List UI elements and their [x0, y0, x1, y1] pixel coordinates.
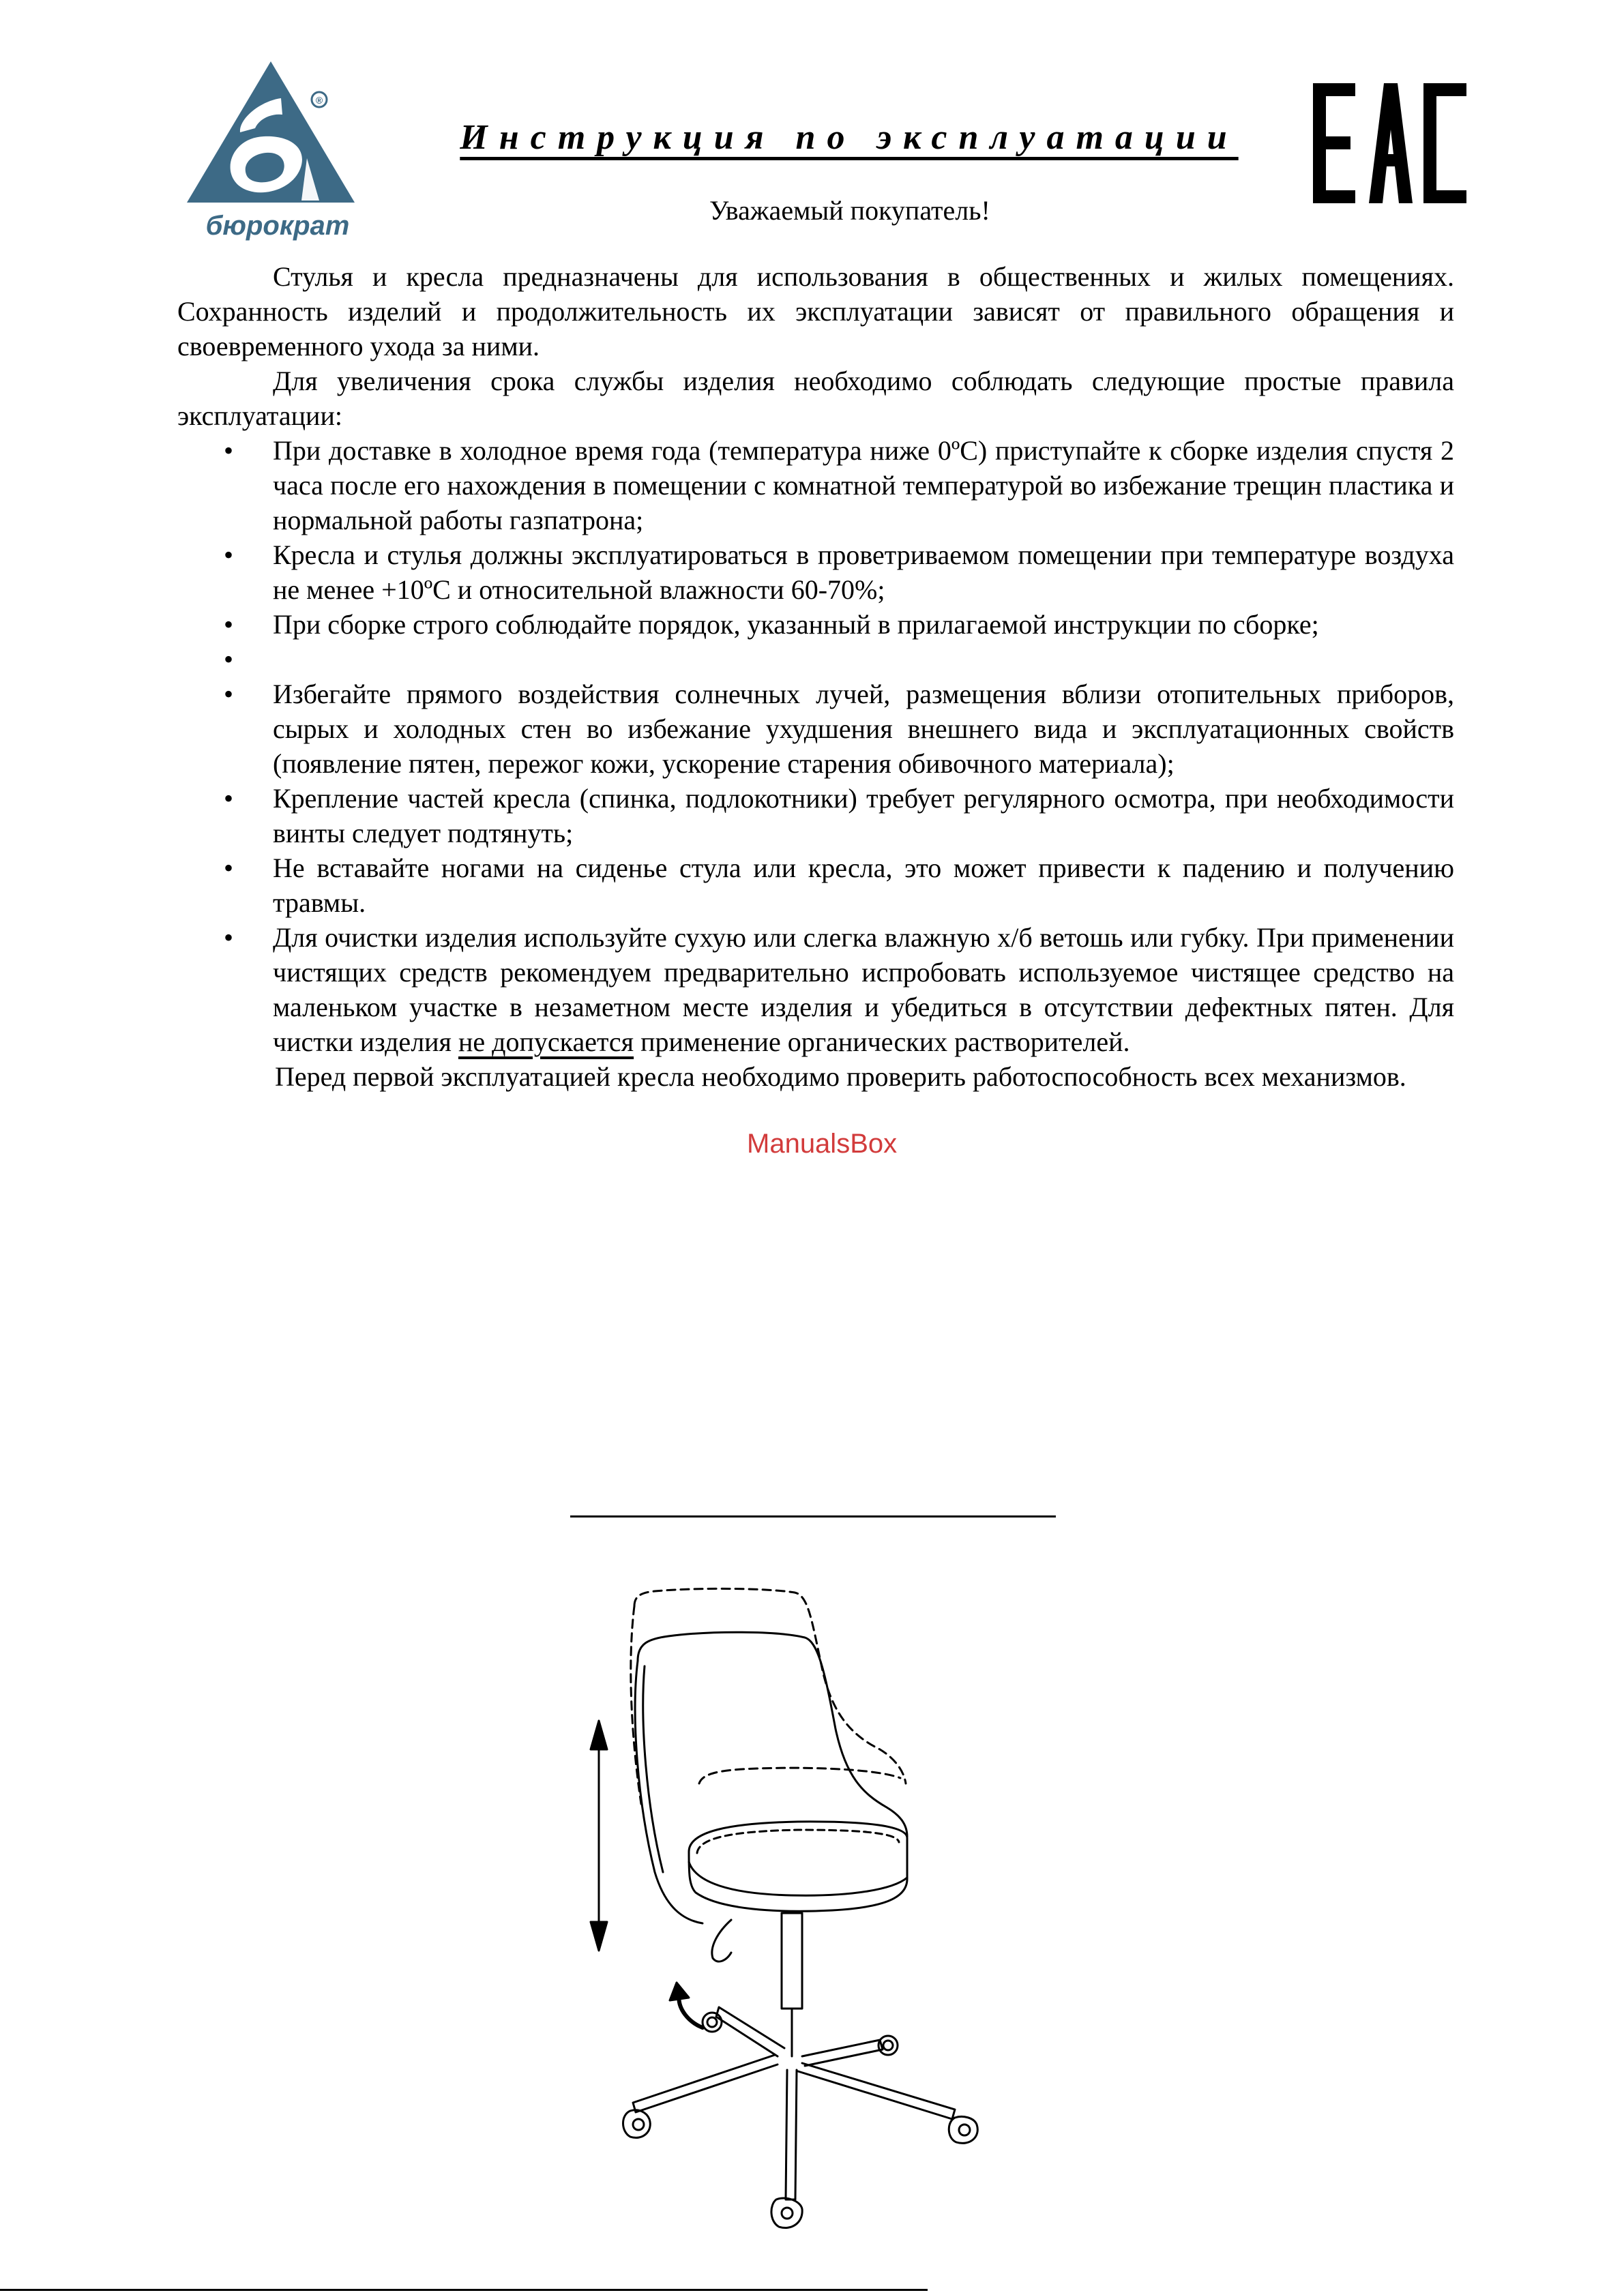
- bullet: •: [224, 539, 234, 570]
- rule-text: Не вставайте ногами на сиденье стула или кресла, это может привести к падению и получению травмы.: [273, 853, 1454, 918]
- list-item: [177, 781, 1454, 850]
- watermark: ManualsBox: [747, 1129, 898, 1159]
- rule-text: применение органических растворителей.: [634, 1026, 1130, 1057]
- final-note: Перед первой эксплуатацией кресла необходимо проверить работоспособность всех механизмов.: [275, 1061, 1406, 1092]
- bullet: •: [224, 853, 234, 883]
- intro-paragraph: Стулья и кресла предназначены для использования в общественных и жилых помещениях. Сохранность изделий и продолжительность их эксплуатации зависят от правильного обращения и своевременного ухода за ними.: [177, 261, 1454, 361]
- list-item: [177, 537, 1454, 607]
- eac-certification-mark: [1313, 83, 1466, 203]
- chair-height-adjustment-illustration: [573, 1579, 1037, 2247]
- bullet: •: [224, 609, 234, 640]
- greeting: Уважаемый покупатель!: [709, 195, 990, 226]
- list-item: [177, 607, 1454, 642]
- list-item: [177, 433, 1454, 537]
- intro-paragraph: Для увеличения срока службы изделия необходимо соблюдать следующие простые правила эксплуатации:: [177, 366, 1454, 431]
- list-item: [177, 850, 1454, 920]
- bullet: •: [224, 922, 234, 953]
- page-title: Инструкция по эксплуатации: [460, 118, 1239, 157]
- svg-text:бюрократ: бюрократ: [205, 211, 350, 241]
- bullet: •: [224, 435, 234, 466]
- rule-text: Крепление частей кресла (спинка, подлокотники) требует регулярного осмотра, при необходимости винты следует подтянуть;: [273, 783, 1454, 848]
- rule-text: Для очистки изделия используйте сухую или слегка влажную х/б ветошь или губку. При применении чистящих средств рекомендуем предварительно испробовать используемое чистящее средство на маленьком участке в незаметном месте изделия и убедиться в отсутствии дефектных пятен. Для чистки изделия: [273, 922, 1454, 1057]
- lever-arrow-icon: [670, 1983, 703, 2028]
- rule-text: При доставке в холодное время года (температура ниже 0ºС) приступайте к сборке изделия спустя 2 часа после его нахождения в помещении с комнатной температурой во избежание трещин пластика и нормальной работы газпатрона;: [273, 435, 1454, 535]
- burokrat-logo-icon: [179, 56, 377, 244]
- document-body: [177, 259, 1454, 1094]
- underlined-warning: не допускается: [458, 1026, 634, 1057]
- footer-rule: [0, 2289, 928, 2291]
- list-item: [177, 920, 1454, 1059]
- rule-text: При сборке строго соблюдайте порядок, указанный в прилагаемой инструкции по сборке;: [273, 609, 1319, 640]
- rules-list: [177, 433, 1454, 1059]
- list-item: [177, 642, 1454, 677]
- list-item: [177, 677, 1454, 781]
- section-divider: [570, 1515, 1056, 1517]
- chair-base-wheels: [623, 2007, 978, 2228]
- eac-mark-icon: [1313, 83, 1466, 203]
- raised-position-outline: [631, 1588, 906, 1804]
- brand-logo: [179, 56, 377, 244]
- height-adjust-arrow-icon: [591, 1721, 607, 1951]
- rule-text: Избегайте прямого воздействия солнечных лучей, размещения вблизи отопительных приборов, сырых и холодных стен во избежание ухудшения внешнего вида и эксплуатационных свойств (появление пятен, пережог кожи, ускорение старения обивочного материала);: [273, 679, 1454, 779]
- bullet: •: [224, 644, 234, 675]
- bullet: •: [224, 783, 234, 814]
- rule-text: Кресла и стулья должны эксплуатироваться в проветриваемом помещении при температуре воздуха не менее +10ºС и относительной влажности 60-70%;: [273, 539, 1454, 605]
- svg-text:®: ®: [315, 95, 323, 106]
- bullet: •: [224, 679, 234, 709]
